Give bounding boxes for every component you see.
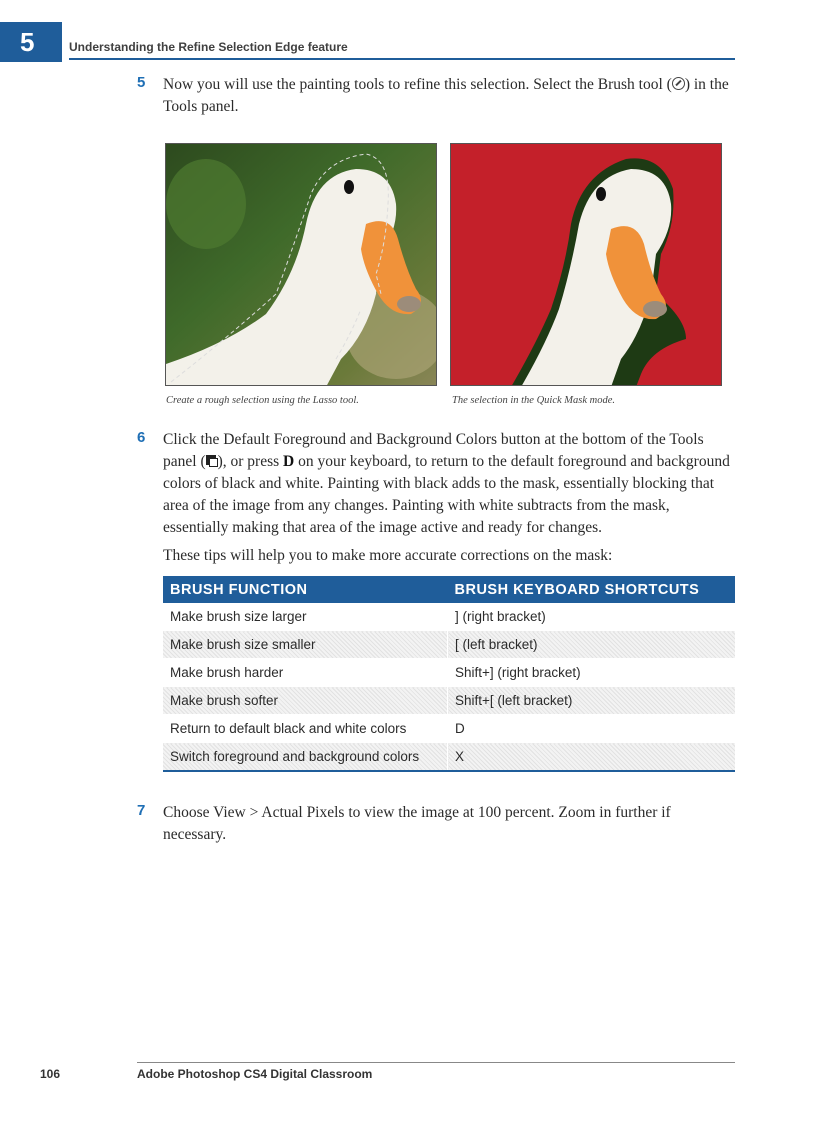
table-row — [163, 687, 735, 715]
step-number: 5 — [137, 74, 146, 91]
footer-rule — [137, 1062, 735, 1063]
figure-lasso-selection — [165, 143, 437, 386]
step-text-part: on your keyboard, to return to the default foreground and background colors of black and white. Painting with black adds to the mask, essentially blocking that area of the image from any changes. Painting with white subtracts from the mask, essentially making that area of the image active and ready for changes. — [163, 453, 730, 536]
step-text — [163, 429, 737, 539]
default-colors-icon — [206, 455, 218, 467]
table-row — [163, 603, 735, 631]
table-cell: Make brush size smaller — [163, 631, 448, 659]
table-cell: [ (left bracket) — [448, 631, 736, 659]
column-header: BRUSH KEYBOARD SHORTCUTS — [448, 576, 736, 603]
table-row — [163, 743, 735, 772]
keyboard-key: D — [283, 453, 295, 470]
table-cell: Make brush harder — [163, 659, 448, 687]
table-cell: Make brush size larger — [163, 603, 448, 631]
table-cell: Shift+] (right bracket) — [448, 659, 736, 687]
step-number: 7 — [137, 802, 146, 819]
step-text — [163, 74, 737, 118]
table-row — [163, 715, 735, 743]
brush-icon — [672, 77, 685, 90]
table-cell: ] (right bracket) — [448, 603, 736, 631]
running-header-title: Understanding the Refine Selection Edge feature — [69, 40, 348, 54]
duck-photo-lasso — [166, 144, 437, 386]
footer-book-title: Adobe Photoshop CS4 Digital Classroom — [137, 1067, 373, 1081]
duck-photo-quick-mask — [451, 144, 722, 386]
step-6 — [137, 429, 737, 567]
step-text-part: Now you will use the painting tools to refine this selection. Select the Brush tool ( — [163, 76, 672, 93]
step-text-part: ), or press — [217, 453, 284, 470]
step-text-part: ) in the Tools panel. — [163, 76, 729, 115]
table-cell: Return to default black and white colors — [163, 715, 448, 743]
step-number: 6 — [137, 429, 146, 446]
table-row — [163, 631, 735, 659]
tips-intro: These tips will help you to make more accurate corrections on the mask: — [163, 547, 613, 564]
table-cell: D — [448, 715, 736, 743]
column-header: BRUSH FUNCTION — [163, 576, 448, 603]
page-number: 106 — [40, 1067, 61, 1081]
figure-quick-mask — [450, 143, 722, 386]
table-cell: Make brush softer — [163, 687, 448, 715]
step-5 — [137, 74, 737, 118]
step-7 — [137, 802, 737, 846]
brush-shortcuts-table — [163, 576, 735, 772]
table-cell: Switch foreground and background colors — [163, 743, 448, 772]
table-cell: Shift+[ (left bracket) — [448, 687, 736, 715]
table-cell: X — [448, 743, 736, 772]
table-header-row — [163, 576, 735, 603]
chapter-number-tab: 5 — [0, 22, 62, 62]
table-row — [163, 659, 735, 687]
figure-caption-left: Create a rough selection using the Lasso tool. — [166, 395, 359, 406]
step-text: Choose View > Actual Pixels to view the image at 100 percent. Zoom in further if necessary. — [163, 804, 671, 843]
step-text-part: Click the Default Foreground and Background Colors button at the bottom of the Tools panel ( — [163, 431, 704, 470]
figure-caption-right: The selection in the Quick Mask mode. — [452, 395, 615, 406]
header-rule — [69, 58, 735, 60]
